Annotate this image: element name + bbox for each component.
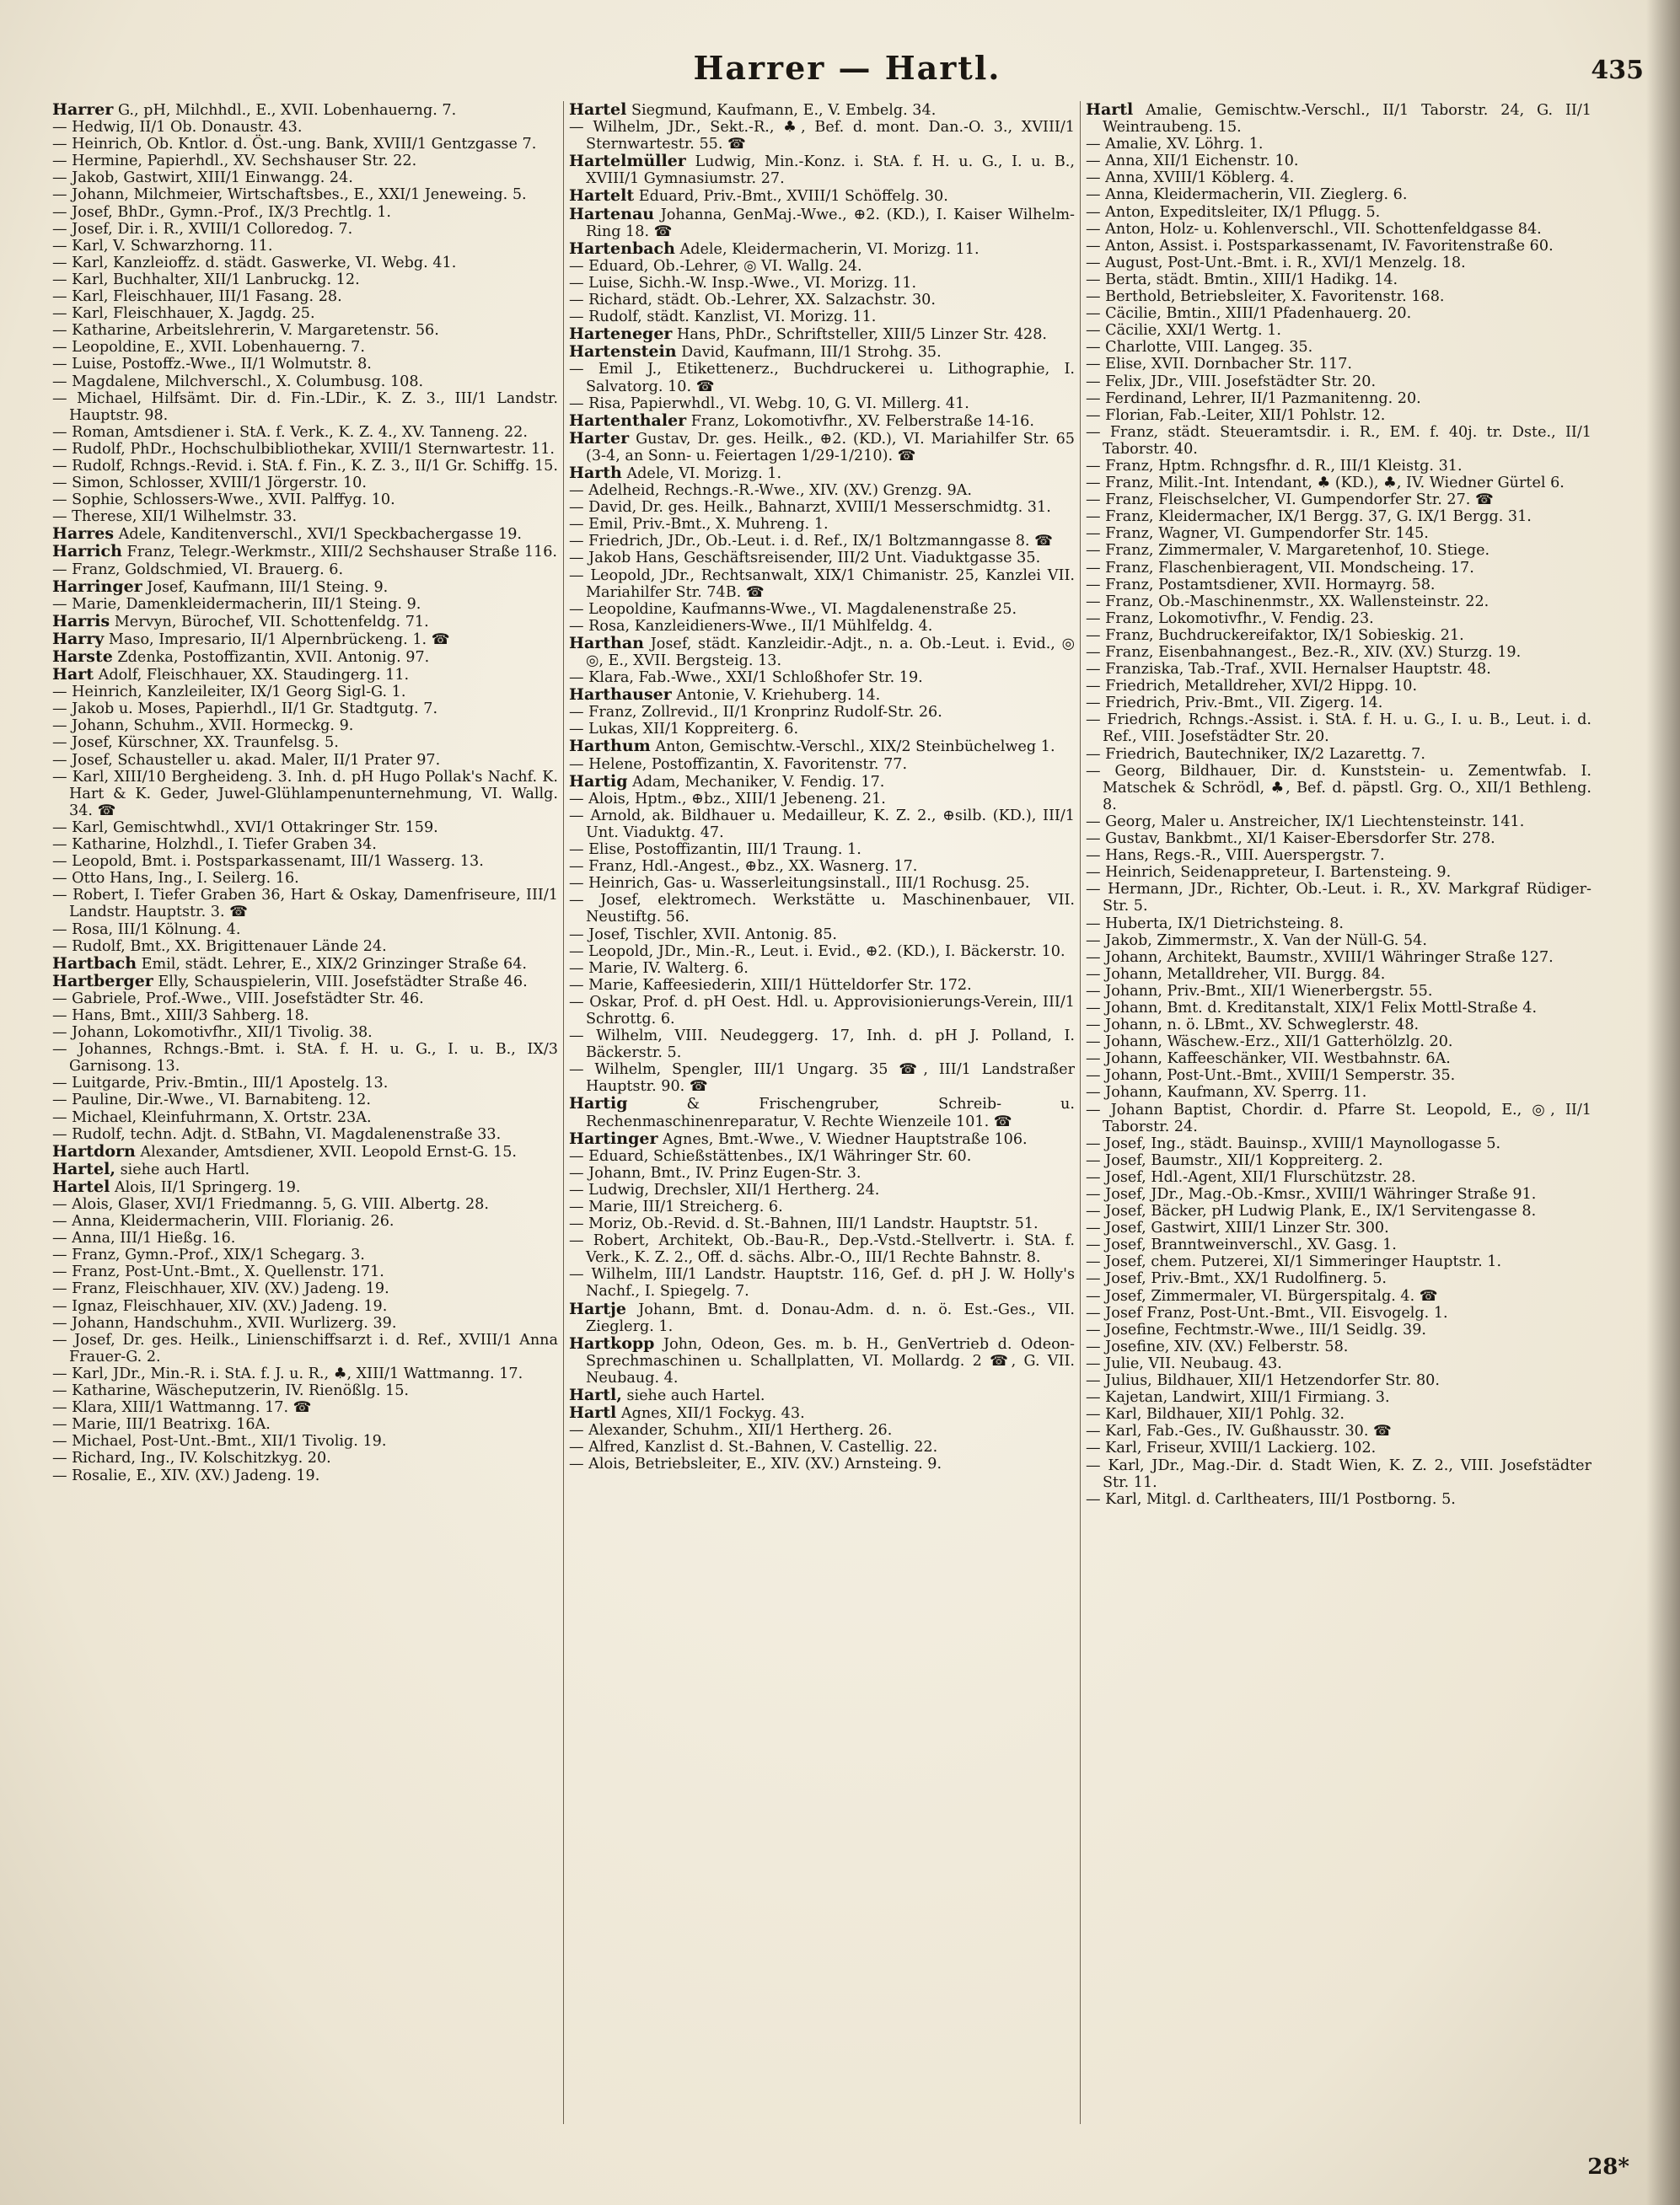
directory-entry: Hartbach Emil, städt. Lehrer, E., XIX/2 Grinzinger Straße 64. [52, 953, 528, 973]
directory-entry: — Gabriele, Prof.-Wwe., VIII. Josefstädter Str. 46. [52, 990, 424, 1007]
directory-entry: — Franziska, Tab.-Traf., XVII. Hernalser Hauptstr. 48. [1086, 661, 1491, 679]
directory-entry: — Rosa, III/1 Kölnung. 4. [52, 920, 241, 938]
directory-entry: — Josef, Ing., städt. Bauinsp., XVIII/1 Maynollogasse 5. [1086, 1135, 1501, 1152]
directory-entry: — Josef, JDr., Mag.-Ob.-Kmsr., XVIII/1 Währinger Straße 91. [1086, 1186, 1537, 1203]
directory-entry: — Anna, Kleidermacherin, VIII. Florianig. 26. [52, 1213, 395, 1231]
directory-entry: — Karl, V. Schwarzhorng. 11. [52, 237, 273, 255]
entry-surname: Harringer [52, 577, 142, 596]
directory-entry: — Florian, Fab.-Leiter, XII/1 Pohlstr. 12. [1086, 406, 1386, 424]
directory-entry: — Johann, Bmt. d. Kreditanstalt, XIX/1 Felix Mottl-Straße 4. [1086, 999, 1538, 1017]
directory-entry: — Alois, Glaser, XVI/1 Friedmanng. 5, G. VIII. Albertg. 28. [52, 1196, 489, 1213]
directory-entry: — Anton, Holz- u. Kohlenverschl., VII. Schottenfeldgasse 84. [1086, 220, 1542, 238]
directory-entry: Hartkopp John, Odeon, Ges. m. b. H., GenVertrieb d. Odeon-Sprechmaschinen u. Schallplatten, VI. Mollardg. 2 ☎, G. VII. Neubaug. 4. [569, 1333, 1075, 1387]
directory-entry: — Michael, Hilfsämt. Dir. d. Fin.-LDir., K. Z. 3., III/1 Landstr. Hauptstr. 98. [52, 389, 558, 424]
directory-entry: — Eduard, Schießstättenbes., IX/1 Währinger Str. 60. [569, 1147, 972, 1165]
directory-entry: — Leopoldine, Kaufmanns-Wwe., VI. Magdalenenstraße 25. [569, 600, 1017, 618]
directory-entry: Hartelmüller Ludwig, Min.-Konz. i. StA. f. H. u. G., I. u. B., XVIII/1 Gymnasiumstr. 27. [569, 152, 1075, 188]
directory-entry: — Leopoldine, E., XVII. Lobenhauerng. 7. [52, 339, 365, 357]
directory-entry: — Leopold, JDr., Rechtsanwalt, XIX/1 Chimanistr. 25, Kanzlei VII. Mariahilfer Str. 74B. ☎ [569, 566, 1075, 601]
directory-entry: — Josef, BhDr., Gymn.-Prof., IX/3 Prechtlg. 1. [52, 203, 391, 221]
directory-entry: — Michael, Kleinfuhrmann, X. Ortstr. 23A. [52, 1108, 372, 1126]
page-header [51, 49, 1644, 99]
directory-entry: Hartl, siehe auch Hartel. [569, 1386, 765, 1405]
directory-entry: Hartenthaler Franz, Lokomotivfhr., XV. Felberstraße 14-16. [569, 410, 1034, 430]
directory-entry: — Berta, städt. Bmtin., XIII/1 Hadikg. 14. [1086, 271, 1398, 288]
directory-entry: — Franz, Goldschmied, VI. Brauerg. 6. [52, 561, 344, 578]
entry-surname: Harste [52, 647, 113, 666]
directory-entry: Hartl Agnes, XII/1 Fockyg. 43. [569, 1403, 805, 1423]
directory-entry: — Marie, IV. Walterg. 6. [569, 959, 749, 977]
directory-entry: — Rosalie, E., XIV. (XV.) Jadeng. 19. [52, 1467, 320, 1484]
directory-entry: — Jakob u. Moses, Papierhdl., II/1 Gr. Stadtgutg. 7. [52, 700, 438, 718]
directory-entry: — Franz, Ob.-Maschinenmstr., XX. Wallensteinstr. 22. [1086, 593, 1489, 610]
directory-entry: Hartl Amalie, Gemischtw.-Verschl., II/1 Taborstr. 24, G. II/1 Weintraubeng. 15. [1086, 101, 1591, 137]
directory-entry: — Luitgarde, Priv.-Bmtin., III/1 Apostelg. 13. [52, 1075, 389, 1092]
directory-entry: — Cäcilie, Bmtin., XIII/1 Pfadenhauerg. 20. [1086, 305, 1412, 323]
directory-entry: — Josef, Tischler, XVII. Antonig. 85. [569, 925, 838, 943]
directory-entry: — Karl, Kanzleioffz. d. städt. Gaswerke, VI. Webg. 41. [52, 254, 457, 271]
directory-entry: — Lukas, XII/1 Koppreiterg. 6. [569, 721, 799, 738]
directory-entry: — Katharine, Wäscheputzerin, IV. Rienößlg. 15. [52, 1382, 410, 1400]
directory-entry: Hartelt Eduard, Priv.-Bmt., XVIII/1 Schöffelg. 30. [569, 186, 948, 206]
directory-entry: — Roman, Amtsdiener i. StA. f. Verk., K. Z. 4., XV. Tanneng. 22. [52, 423, 528, 441]
directory-entry: — Elise, Postoffizantin, III/1 Traung. 1. [569, 841, 861, 859]
directory-entry: — Pauline, Dir.-Wwe., VI. Barnabiteng. 12. [52, 1092, 371, 1109]
directory-entry: — Leopold, Bmt. i. Postsparkassenamt, III/1 Wasserg. 13. [52, 853, 484, 871]
directory-entry: — Rudolf, Bmt., XX. Brigittenauer Lände 24. [52, 937, 387, 955]
directory-entry: — Wilhelm, VIII. Neudeggerg. 17, Inh. d. pH J. Polland, I. Bäckerstr. 5. [569, 1027, 1075, 1062]
directory-entry: — Hans, Regs.-R., VIII. Auerspergstr. 7. [1086, 847, 1385, 865]
entry-surname: Hartenstein [569, 342, 677, 362]
running-title: Harrer — Hartl. [693, 49, 1001, 87]
entry-surname: Harry [52, 629, 105, 648]
directory-entry: — Johann Baptist, Chordir. d. Pfarre St. Leopold, E., ◎, II/1 Taborstr. 24. [1086, 1101, 1591, 1135]
entry-surname: Hartig [569, 1094, 628, 1113]
directory-entry: Hartig Adam, Mechaniker, V. Fendig. 17. [569, 771, 885, 791]
directory-entry: — Therese, XII/1 Wilhelmstr. 33. [52, 508, 298, 526]
entry-surname: Hartdorn [52, 1141, 136, 1161]
directory-entry: — Rudolf, techn. Adjt. d. StBahn, VI. Magdalenenstraße 33. [52, 1125, 502, 1143]
entry-surname: Hartel, [52, 1159, 115, 1178]
directory-entry: — Kajetan, Landwirt, XIII/1 Firmiang. 3. [1086, 1389, 1390, 1407]
directory-entry: — Franz, Fleischhauer, XIV. (XV.) Jadeng. 19. [52, 1280, 389, 1298]
directory-entry: — Richard, Ing., IV. Kolschitzkyg. 20. [52, 1450, 331, 1467]
directory-entry: — Alexander, Schuhm., XII/1 Hertherg. 26. [569, 1422, 893, 1440]
directory-entry: Hartberger Elly, Schauspielerin, VIII. Josefstädter Straße 46. [52, 971, 528, 990]
column-2 [569, 101, 1075, 2133]
entry-surname: Hartkopp [569, 1333, 655, 1353]
directory-entry: — Berthold, Betriebsleiter, X. Favoritenstr. 168. [1086, 288, 1445, 306]
entry-surname: Hartenthaler [569, 410, 687, 430]
directory-entry: — Josef, Priv.-Bmt., XX/1 Rudolfinerg. 5. [1086, 1270, 1387, 1288]
column-rule-2 [1080, 101, 1081, 2124]
directory-entry: Harthan Josef, städt. Kanzleidir.-Adjt., n. a. Ob.-Leut. i. Evid., ◎ ◎, E., XVII. Bergsteig. 13. [569, 633, 1075, 669]
directory-entry: — Franz, Eisenbahnangest., Bez.-R., XIV. (XV.) Sturzg. 19. [1086, 644, 1522, 661]
directory-entry: — Cäcilie, XXI/1 Wertg. 1. [1086, 322, 1281, 340]
entry-surname: Hartelmüller [569, 152, 686, 171]
entry-surname: Hartenbach [569, 239, 675, 258]
directory-entry: — August, Post-Unt.-Bmt. i. R., XVI/1 Menzelg. 18. [1086, 254, 1466, 271]
directory-entry: — Rudolf, PhDr., Hochschulbibliothekar, XVIII/1 Sternwartestr. 11. [52, 440, 556, 458]
directory-entry: — Karl, Bildhauer, XII/1 Pohlg. 32. [1086, 1406, 1345, 1424]
entry-surname: Hartl [1086, 101, 1134, 119]
signature-mark: 28* [1587, 2154, 1629, 2180]
directory-entry: — Heinrich, Ob. Kntlor. d. Öst.-ung. Bank, XVIII/1 Gentzgasse 7. [52, 136, 537, 153]
directory-entry: — Katharine, Arbeitslehrerin, V. Margaretenstr. 56. [52, 322, 439, 340]
directory-entry: — Jakob Hans, Geschäftsreisender, III/2 Unt. Viaduktgasse 35. [569, 550, 1041, 567]
entry-surname: Hartberger [52, 971, 153, 990]
directory-entry: — Karl, JDr., Min.-R. i. StA. f. J. u. R., ♣, XIII/1 Wattmanng. 17. [52, 1365, 523, 1382]
directory-entry: — Anna, XVIII/1 Köblerg. 4. [1086, 169, 1295, 187]
directory-entry: — Marie, III/1 Streicherg. 6. [569, 1199, 783, 1215]
entry-surname: Hartig [569, 771, 628, 791]
entry-surname: Hartel [52, 1177, 110, 1196]
directory-entry: — Josef, Baumstr., XII/1 Koppreiterg. 2. [1086, 1151, 1383, 1169]
directory-entry: — Johann, Lokomotivfhr., XII/1 Tivolig. 38. [52, 1024, 373, 1042]
entry-surname: Hartl [569, 1403, 617, 1423]
directory-entry: — Adelheid, Rechngs.-R.-Wwe., XIV. (XV.) Grenzg. 9A. [569, 482, 972, 500]
directory-entry: — Magdalene, Milchverschl., X. Columbusg. 108. [52, 373, 424, 390]
directory-entry: — Otto Hans, Ing., I. Seilerg. 16. [52, 870, 299, 888]
directory-entry: — Friedrich, Bautechniker, IX/2 Lazarettg. 7. [1086, 745, 1425, 763]
directory-entry: — Marie, III/1 Beatrixg. 16A. [52, 1416, 271, 1434]
directory-entry: — Franz, Wagner, VI. Gumpendorfer Str. 145. [1086, 525, 1429, 543]
directory-entry: — Anton, Assist. i. Postsparkassenamt, IV. Favoritenstraße 60. [1086, 237, 1554, 255]
directory-entry: — Georg, Bildhauer, Dir. d. Kunststein- u. Zementwfab. I. Matschek & Schrödl, ♣, Bef. d. päpstl. Grg. O., XII/1 Bethleng. 8. [1086, 762, 1591, 813]
directory-entry: Hartig & Frischengruber, Schreib- u. Rechenmaschinenreparatur, V. Rechte Wienzeile 101. ☎ [569, 1094, 1075, 1130]
page-number: 435 [1591, 56, 1644, 85]
page-edge-shadow [1646, 0, 1680, 2205]
directory-entry: — Huberta, IX/1 Dietrichsteing. 8. [1086, 915, 1345, 932]
directory-entry: — Josef, Branntweinverschl., XV. Gasg. 1. [1086, 1237, 1397, 1254]
column-1 [52, 101, 558, 2133]
directory-entry: — Leopold, JDr., Min.-R., Leut. i. Evid., ⊕2. (KD.), I. Bäckerstr. 10. [569, 942, 1065, 960]
directory-entry: — Karl, XIII/10 Bergheideng. 3. Inh. d. pH Hugo Pollak's Nachf. K. Hart & K. Geder, Juwel-Glühlampenunternehmung, VI. Wallg. 34. ☎ [52, 768, 558, 819]
directory-entry: — Karl, Friseur, XVIII/1 Lackierg. 102. [1086, 1440, 1377, 1457]
entry-surname: Hartje [569, 1299, 627, 1318]
directory-entry: — Franz, Gymn.-Prof., XIX/1 Schegarg. 3. [52, 1247, 365, 1264]
directory-entry: — Josef, Bäcker, pH Ludwig Plank, E., IX/1 Servitengasse 8. [1086, 1203, 1537, 1221]
directory-entry: — Marie, Damenkleidermacherin, III/1 Steing. 9. [52, 595, 421, 613]
directory-entry: — Josefine, XIV. (XV.) Felberstr. 58. [1086, 1338, 1349, 1355]
directory-entry: — Josefine, Fechtmstr.-Wwe., III/1 Seidlg. 39. [1086, 1321, 1426, 1339]
directory-entry: — Josef, Kürschner, XX. Traunfelsg. 5. [52, 734, 339, 752]
directory-entry: Hartenau Johanna, GenMaj.-Wwe., ⊕2. (KD.), I. Kaiser Wilhelm-Ring 18. ☎ [569, 204, 1075, 240]
directory-entry: — Johann, Priv.-Bmt., XII/1 Wienerbergstr. 55. [1086, 982, 1433, 1000]
directory-entry: Hartje Johann, Bmt. d. Donau-Adm. d. n. ö. Est.-Ges., VII. Zieglerg. 1. [569, 1299, 1075, 1335]
entry-surname: Harthan [569, 633, 644, 652]
directory-entry: Harres Adele, Kanditenverschl., XVI/1 Speckbachergasse 19. [52, 524, 523, 544]
directory-entry: — Georg, Maler u. Anstreicher, IX/1 Liechtensteinstr. 141. [1086, 813, 1525, 830]
directory-entry: — Rudolf, städt. Kanzlist, VI. Morizg. 11. [569, 308, 877, 326]
directory-entry: Harste Zdenka, Postoffizantin, XVII. Antonig. 97. [52, 647, 430, 666]
directory-entry: — Hans, Bmt., XIII/3 Sahberg. 18. [52, 1006, 309, 1024]
directory-entry: — Moriz, Ob.-Revid. d. St.-Bahnen, III/1 Landstr. Hauptstr. 51. [569, 1215, 1039, 1233]
directory-entry: — Amalie, XV. Löhrg. 1. [1086, 136, 1264, 153]
directory-entry: — Heinrich, Seidenappreteur, I. Bartensteing. 9. [1086, 864, 1452, 882]
column-3 [1086, 101, 1591, 2133]
directory-entry: — Karl, Buchhalter, XII/1 Lanbruckg. 12. [52, 271, 360, 288]
directory-entry: — Rudolf, Rchngs.-Revid. i. StA. f. Fin., K. Z. 3., II/1 Gr. Schiffg. 15. [52, 457, 558, 475]
directory-entry: — Johann, Metalldreher, VII. Burgg. 84. [1086, 965, 1386, 983]
directory-entry: — Elise, XVII. Dornbacher Str. 117. [1086, 356, 1352, 373]
directory-entry: — Franz, Buchdruckereifaktor, IX/1 Sobieskig. 21. [1086, 626, 1464, 644]
directory-entry: — Emil J., Etikettenerz., Buchdruckerei u. Lithographie, I. Salvatorg. 10. ☎ [569, 361, 1075, 395]
directory-entry: Hartel Alois, II/1 Springerg. 19. [52, 1177, 301, 1196]
directory-entry: — Robert, I. Tiefer Graben 36, Hart & Oskay, Damenfriseure, III/1 Landstr. Hauptstr. 3. ☎ [52, 887, 558, 921]
directory-entry: — Jakob, Zimmermstr., X. Van der Nüll-G. 54. [1086, 931, 1427, 949]
directory-entry: — Jakob, Gastwirt, XIII/1 Einwangg. 24. [52, 169, 353, 187]
directory-entry: — Ludwig, Drechsler, XII/1 Hertherg. 24. [569, 1181, 880, 1199]
directory-entry: — Josef Franz, Post-Unt.-Bmt., VII. Eisvogelg. 1. [1086, 1304, 1448, 1322]
directory-entry: — Charlotte, VIII. Langeg. 35. [1086, 339, 1313, 357]
entry-surname: Harter [569, 428, 630, 448]
directory-entry: — Karl, Fab.-Ges., IV. Gußhausstr. 30. ☎ [1086, 1423, 1392, 1440]
directory-entry: — Johann, Milchmeier, Wirtschaftsbes., E., XXI/1 Jeneweing. 5. [52, 186, 527, 204]
directory-entry: — Ferdinand, Lehrer, II/1 Pazmanitenng. 20. [1086, 389, 1421, 407]
entry-surname: Hartl, [569, 1386, 622, 1405]
directory-entry: — Wilhelm, III/1 Landstr. Hauptstr. 116, Gef. d. pH J. W. Holly's Nachf., I. Spiegelg. 7. [569, 1266, 1075, 1301]
directory-entry: — Franz, Postamtsdiener, XVII. Hormayrg. 58. [1086, 576, 1436, 593]
directory-entry: — Klara, XIII/1 Wattmanng. 17. ☎ [52, 1399, 312, 1417]
directory-entry: — Josef, Zimmermaler, VI. Bürgerspitalg. 4. ☎ [1086, 1287, 1438, 1305]
directory-entry: Harringer Josef, Kaufmann, III/1 Steing. 9. [52, 577, 389, 596]
directory-entry: — Franz, Flaschenbieragent, VII. Mondscheing. 17. [1086, 559, 1474, 577]
directory-entry: — Richard, städt. Ob.-Lehrer, XX. Salzachstr. 30. [569, 292, 936, 309]
entry-surname: Harris [52, 611, 110, 630]
directory-entry: — Hermann, JDr., Richter, Ob.-Leut. i. R., XV. Markgraf Rüdiger-Str. 5. [1086, 881, 1591, 915]
directory-entry: — Karl, Fleischhauer, X. Jagdg. 25. [52, 305, 315, 323]
directory-entry: — Johann, Kaffeeschänker, VII. Westbahnstr. 6A. [1086, 1050, 1451, 1068]
directory-entry: — Risa, Papierwhdl., VI. Webg. 10, G. VI. Millerg. 41. [569, 394, 969, 412]
directory-entry: — Karl, Gemischtwhdl., XVI/1 Ottakringer Str. 159. [52, 818, 438, 836]
directory-entry: — Arnold, ak. Bildhauer u. Medailleur, K. Z. 2., ⊕silb. (KD.), III/1 Unt. Viaduktg. 47. [569, 807, 1075, 841]
directory-entry: Harter Gustav, Dr. ges. Heilk., ⊕2. (KD.), VI. Mariahilfer Str. 65 (3-4, an Sonn- u. Feiertagen 1/29-1/210). ☎ [569, 428, 1075, 464]
directory-entry: — Anton, Expeditsleiter, IX/1 Pflugg. 5. [1086, 203, 1381, 221]
directory-entry: — Sophie, Schlossers-Wwe., XVII. Palffyg. 10. [52, 491, 395, 509]
directory-entry: — Anna, Kleidermacherin, VII. Zieglerg. 6. [1086, 186, 1408, 204]
directory-entry: — Franz, Hdl.-Angest., ⊕bz., XX. Wasnerg. 17. [569, 858, 918, 876]
directory-entry: — Alfred, Kanzlist d. St.-Bahnen, V. Castellig. 22. [569, 1439, 938, 1457]
directory-entry: — Friedrich, Priv.-Bmt., VII. Zigerg. 14. [1086, 695, 1383, 712]
directory-entry: — Simon, Schlosser, XVIII/1 Jörgerstr. 10. [52, 475, 367, 492]
directory-entry: Hartenbach Adele, Kleidermacherin, VI. Morizg. 11. [569, 239, 980, 258]
directory-entry: — Heinrich, Gas- u. Wasserleitungsinstall., III/1 Rochusg. 25. [569, 875, 1030, 893]
entry-surname: Hartenau [569, 204, 655, 223]
entry-surname: Harres [52, 524, 115, 544]
directory-entry: — Franz, Post-Unt.-Bmt., X. Quellenstr. 171. [52, 1263, 384, 1281]
directory-entry: — Friedrich, Metalldreher, XVI/2 Hippg. 10. [1086, 678, 1418, 695]
directory-entry: Harris Mervyn, Bürochef, VII. Schottenfeldg. 71. [52, 611, 429, 630]
directory-entry: — Klara, Fab.-Wwe., XXI/1 Schloßhofer Str. 19. [569, 669, 923, 687]
directory-entry: — Oskar, Prof. d. pH Oest. Hdl. u. Approvisionierungs-Verein, III/1 Schrottg. 6. [569, 993, 1075, 1027]
directory-entry: — Johann, n. ö. LBmt., XV. Schweglerstr. 48. [1086, 1017, 1420, 1034]
directory-entry: — Franz, Kleidermacher, IX/1 Bergg. 37, G. IX/1 Bergg. 31. [1086, 508, 1532, 526]
directory-entry: Harth Adele, VI. Morizg. 1. [569, 463, 782, 482]
entry-surname: Harth [569, 463, 622, 482]
directory-entry: — Michael, Post-Unt.-Bmt., XII/1 Tivolig. 19. [52, 1433, 387, 1451]
directory-entry: — Josef, Dir. i. R., XVIII/1 Colloredog. 7. [52, 220, 353, 238]
entry-surname: Hartel [569, 101, 627, 119]
directory-entry: — Ignaz, Fleischhauer, XIV. (XV.) Jadeng. 19. [52, 1297, 388, 1315]
column-rule-1 [563, 101, 564, 2124]
directory-entry: Hartinger Agnes, Bmt.-Wwe., V. Wiedner Hauptstraße 106. [569, 1129, 1028, 1148]
entry-surname: Harthum [569, 737, 651, 756]
directory-entry: — David, Dr. ges. Heilk., Bahnarzt, XVIII/1 Messerschmidtg. 31. [569, 499, 1051, 517]
directory-entry: — Helene, Postoffizantin, X. Favoritenstr. 77. [569, 755, 908, 773]
directory-entry: — Robert, Architekt, Ob.-Bau-R., Dep.-Vstd.-Stellvertr. i. StA. f. Verk., K. Z. 2., Off. d. sächs. Albr.-O., III/1 Rechte Bahnstr. 8. [569, 1232, 1075, 1267]
entry-surname: Harthauser [569, 685, 672, 705]
directory-entry: — Rosa, Kanzleidieners-Wwe., II/1 Mühlfeldg. 4. [569, 617, 933, 635]
directory-entry: — Franz, Fleischselcher, VI. Gumpendorfer Str. 27. ☎ [1086, 491, 1494, 509]
entry-surname: Hartelt [569, 186, 635, 206]
directory-entry: — Josef, Schausteller u. akad. Maler, II/1 Prater 97. [52, 751, 441, 769]
directory-entry: — Katharine, Holzhdl., I. Tiefer Graben 34. [52, 836, 377, 854]
directory-entry: — Franz, Zollrevid., II/1 Kronprinz Rudolf-Str. 26. [569, 704, 942, 722]
directory-entry: — Luise, Postoffz.-Wwe., II/1 Wolmutstr. 8. [52, 356, 372, 373]
directory-entry: — Johann, Bmt., IV. Prinz Eugen-Str. 3. [569, 1164, 861, 1182]
directory-entry: — Friedrich, JDr., Ob.-Leut. i. d. Ref., IX/1 Boltzmanngasse 8. ☎ [569, 533, 1054, 550]
directory-entry: — Josef, elektromech. Werkstätte u. Maschinenbauer, VII. Neustiftg. 56. [569, 892, 1075, 926]
directory-entry: Harry Maso, Impresario, II/1 Alpernbrückeng. 1. ☎ [52, 629, 450, 648]
entry-surname: Hart [52, 665, 94, 684]
entry-surname: Hartinger [569, 1129, 658, 1148]
directory-entry: — Franz, Milit.-Int. Intendant, ♣ (KD.), ♣, IV. Wiedner Gürtel 6. [1086, 475, 1565, 492]
directory-entry: — Karl, Fleischhauer, III/1 Fasang. 28. [52, 288, 342, 306]
directory-entry: — Johann, Handschuhm., XVII. Wurlizerg. 39. [52, 1314, 397, 1332]
directory-entry: Hartdorn Alexander, Amtsdiener, XVII. Leopold Ernst-G. 15. [52, 1141, 518, 1161]
directory-entry: — Heinrich, Kanzleileiter, IX/1 Georg Sigl-G. 1. [52, 684, 406, 701]
directory-entry: — Josef, chem. Putzerei, XI/1 Simmeringer Hauptstr. 1. [1086, 1253, 1502, 1271]
directory-entry: Harteneger Hans, PhDr., Schriftsteller, XIII/5 Linzer Str. 428. [569, 325, 1048, 344]
entry-surname: Harrer [52, 101, 114, 119]
directory-entry: — Wilhelm, JDr., Sekt.-R., ♣, Bef. d. mont. Dan.-O. 3., XVIII/1 Sternwartestr. 55. ☎ [569, 119, 1075, 153]
entry-surname: Harrich [52, 542, 122, 561]
directory-entry: — Josef, Gastwirt, XIII/1 Linzer Str. 300. [1086, 1220, 1389, 1237]
directory-entry: — Julie, VII. Neubaug. 43. [1086, 1355, 1282, 1372]
directory-entry: — Emil, Priv.-Bmt., X. Muhreng. 1. [569, 516, 829, 534]
directory-entry: — Gustav, Bankbmt., XI/1 Kaiser-Ebersdorfer Str. 278. [1086, 830, 1495, 848]
directory-entry: — Franz, Lokomotivfhr., V. Fendig. 23. [1086, 609, 1374, 627]
directory-entry: — Alois, Betriebsleiter, E., XIV. (XV.) Arnsteing. 9. [569, 1456, 942, 1473]
directory-entry: — Friedrich, Rchngs.-Assist. i. StA. f. H. u. G., I. u. B., Leut. i. d. Ref., VIII. Josefstädter Str. 20. [1086, 711, 1591, 746]
directory-entry: — Anna, XII/1 Eichenstr. 10. [1086, 153, 1299, 170]
directory-entry: — Hermine, Papierhdl., XV. Sechshauser Str. 22. [52, 153, 417, 170]
directory-entry: — Eduard, Ob.-Lehrer, ◎ VI. Wallg. 24. [569, 257, 862, 275]
directory-entry: Hart Adolf, Fleischhauer, XX. Staudingerg. 11. [52, 665, 410, 684]
directory-entry: — Josef, Hdl.-Agent, XII/1 Flurschützstr. 28. [1086, 1168, 1416, 1186]
directory-entry: Hartenstein David, Kaufmann, III/1 Strohg. 35. [569, 342, 942, 362]
directory-entry: — Karl, JDr., Mag.-Dir. d. Stadt Wien, K. Z. 2., VIII. Josefstädter Str. 11. [1086, 1457, 1591, 1491]
entry-surname: Hartbach [52, 953, 137, 973]
directory-entry: — Johann, Wäschew.-Erz., XII/1 Gatterhölzlg. 20. [1086, 1033, 1453, 1051]
directory-entry: Hartel, siehe auch Hartl. [52, 1159, 250, 1178]
directory-entry: — Julius, Bildhauer, XII/1 Hetzendorfer Str. 80. [1086, 1372, 1440, 1390]
directory-entry: — Marie, Kaffeesiederin, XIII/1 Hütteldorfer Str. 172. [569, 976, 972, 994]
directory-entry: — Alois, Hptm., ⊕bz., XIII/1 Jebeneng. 21. [569, 790, 886, 807]
directory-entry: Harrich Franz, Telegr.-Werkmstr., XIII/2 Sechshauser Straße 116. [52, 542, 557, 561]
directory-entry: — Anna, III/1 Hießg. 16. [52, 1230, 236, 1247]
directory-entry: — Wilhelm, Spengler, III/1 Ungarg. 35 ☎, III/1 Landstraßer Hauptstr. 90. ☎ [569, 1061, 1075, 1096]
directory-entry: — Johann, Architekt, Baumstr., XVIII/1 Währinger Straße 127. [1086, 948, 1554, 966]
directory-entry: Hartel Siegmund, Kaufmann, E., V. Embelg. 34. [569, 101, 937, 119]
directory-entry: — Johannes, Rchngs.-Bmt. i. StA. f. H. u. G., I. u. B., IX/3 Garnisong. 13. [52, 1041, 558, 1076]
directory-entry: Harthauser Antonie, V. Kriehuberg. 14. [569, 685, 881, 705]
directory-entry: Harrer G., pH, Milchhdl., E., XVII. Lobenhauerng. 7. [52, 101, 457, 119]
directory-entry: — Karl, Mitgl. d. Carltheaters, III/1 Postborng. 5. [1086, 1490, 1456, 1508]
directory-entry: — Felix, JDr., VIII. Josefstädter Str. 20. [1086, 373, 1377, 390]
directory-entry: — Josef, Dr. ges. Heilk., Linienschiffsarzt i. d. Ref., XVIII/1 Anna Frauer-G. 2. [52, 1331, 558, 1365]
directory-entry: — Hedwig, II/1 Ob. Donaustr. 43. [52, 119, 303, 137]
directory-entry: — Johann, Kaufmann, XV. Sperrg. 11. [1086, 1084, 1367, 1102]
directory-entry: — Franz, Hptm. Rchngsfhr. d. R., III/1 Kleistg. 31. [1086, 457, 1463, 475]
directory-entry: — Franz, städt. Steueramtsdir. i. R., EM. f. 40j. tr. Dste., II/1 Taborstr. 40. [1086, 423, 1591, 458]
directory-entry: — Franz, Zimmermaler, V. Margaretenhof, 10. Stiege. [1086, 542, 1490, 560]
entry-surname: Harteneger [569, 325, 673, 344]
directory-entry: Harthum Anton, Gemischtw.-Verschl., XIX/2 Steinbüchelweg 1. [569, 737, 1055, 756]
directory-entry: — Johann, Post-Unt.-Bmt., XVIII/1 Semperstr. 35. [1086, 1067, 1456, 1085]
directory-entry: — Luise, Sichh.-W. Insp.-Wwe., VI. Morizg. 11. [569, 274, 917, 292]
directory-entry: — Johann, Schuhm., XVII. Hormeckg. 9. [52, 717, 354, 735]
